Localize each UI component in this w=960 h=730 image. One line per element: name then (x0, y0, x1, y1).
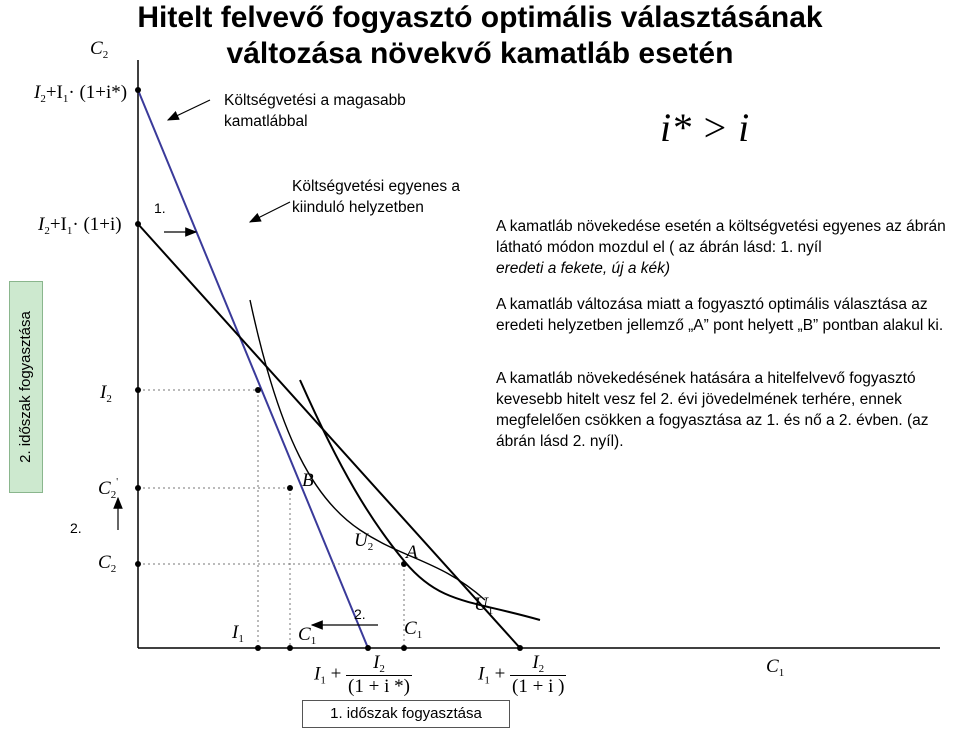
paragraph-1-b: eredeti a fekete, új a kék) (496, 260, 671, 277)
label-y-intercept-high: $I_2+I_1\cdot (1+i*)$ (34, 82, 128, 105)
paragraph-2: A kamatláb változása miatt a fogyasztó optimális választása az eredeti helyzetben jellemző „A” pont helyett „B” pontban alakul ki. (496, 296, 944, 334)
point-b (287, 485, 293, 491)
y-axis-title: 2. időszak fogyasztása (9, 281, 43, 493)
label-budget-high: Költségvetési a magasabb kamatlábbal (224, 92, 406, 130)
arrow-1-label: 1. (154, 200, 166, 216)
title-line-2: változása növekvő kamatláb esetén (226, 37, 734, 70)
label-budget-initial: Költségvetési egyenes a kiinduló helyzetben (292, 178, 461, 216)
point-y-high (135, 87, 141, 93)
point-y-low (135, 221, 141, 227)
paragraph-1-a: A kamatláb növekedése esetén a költségvetési egyenes az ábrán látható módon mozdul el ( az ábrán lásd: 1. nyíl (496, 218, 946, 256)
title-line-1: Hitelt felvevő fogyasztó optimális választásának (137, 1, 823, 34)
label-c2-axis: $C_2$ (90, 38, 109, 61)
point-x-low (517, 645, 523, 651)
arrow-2-label-left: 2. (70, 520, 82, 536)
point-y-i2 (135, 387, 141, 393)
paragraph-3: A kamatláb növekedésének hatására a hitelfelvevő fogyasztó kevesebb hitelt vesz fel 2. évi jövedelmének terhére, ennek megfelelően csökken a fogyasztása az 1. és nő a 2. évben. (az ábrán lásd 2. nyíl). (496, 370, 929, 450)
point-x-high (365, 645, 371, 651)
label-x-intercept-low: $I_1$ + $\frac{I_2}{(1 + i )}$ (478, 652, 565, 697)
label-u1: $U_1$ (474, 594, 494, 617)
budget-line-old (138, 224, 520, 648)
point-y-c2p (135, 485, 141, 491)
arrow-budget-initial (250, 202, 290, 222)
label-c1-axis: $C_1$ (766, 656, 785, 679)
label-c2: $C_2$ (98, 552, 117, 575)
point-x-i1 (255, 645, 261, 651)
label-i2: $I_2$ (100, 382, 112, 405)
arrow-2-label-bottom: 2. (354, 606, 366, 622)
label-c1-prime: $C_1'$ (298, 623, 318, 647)
point-i (255, 387, 261, 393)
label-point-a: A (406, 542, 418, 563)
label-x-intercept-high: $I_1$ + $\frac{I_2}{(1 + i *)}$ (314, 652, 410, 697)
label-c2-prime: $C_2'$ (98, 477, 118, 501)
label-i1: $I_1$ (232, 622, 244, 645)
label-c1: $C_1$ (404, 618, 423, 641)
label-point-b: B (302, 470, 314, 491)
indifference-curve-u1 (300, 380, 540, 620)
point-x-c1p (287, 645, 293, 651)
label-y-intercept-low: $I_2+I_1\cdot (1+i)$ (38, 214, 122, 237)
point-y-c2 (135, 561, 141, 567)
x-axis-title: 1. időszak fogyasztása (302, 700, 510, 728)
inequality: i* > i (660, 105, 750, 150)
label-u2: $U_2$ (354, 530, 374, 553)
arrow-budget-high (168, 100, 210, 120)
